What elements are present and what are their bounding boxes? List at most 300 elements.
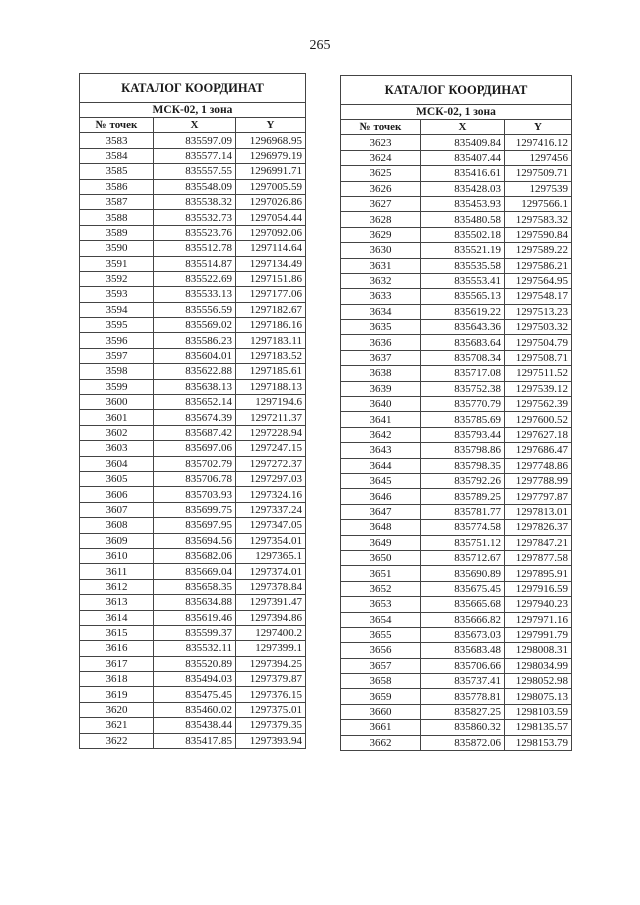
- cell-x: 835717.08: [421, 366, 505, 381]
- cell-x: 835480.58: [421, 212, 505, 227]
- cell-x: 835604.01: [154, 348, 236, 363]
- cell-y: 1297188.13: [236, 379, 306, 394]
- cell-x: 835770.79: [421, 397, 505, 412]
- cell-x: 835417.85: [154, 733, 236, 748]
- cell-x: 835827.25: [421, 704, 505, 719]
- cell-y: 1297504.79: [505, 335, 572, 350]
- cell-y: 1297092.06: [236, 225, 306, 240]
- cell-x: 835494.03: [154, 672, 236, 687]
- table-row: [80, 179, 306, 194]
- cell-y: 1297788.99: [505, 473, 572, 488]
- table-row: [80, 548, 306, 563]
- cell-x: 835708.34: [421, 350, 505, 365]
- cell-y: 1297589.22: [505, 243, 572, 258]
- page-number: 265: [309, 38, 331, 53]
- cell-y: 1298034.99: [505, 658, 572, 673]
- cell-y: 1297026.86: [236, 194, 306, 209]
- cell-y: 1297583.32: [505, 212, 572, 227]
- table-row: [341, 658, 572, 673]
- table-row: [80, 595, 306, 610]
- table-row: [341, 227, 572, 242]
- cell-point-number: 3583: [80, 133, 154, 148]
- cell-point-number: 3584: [80, 148, 154, 163]
- table-row: [80, 256, 306, 271]
- cell-y: 1296968.95: [236, 133, 306, 148]
- cell-point-number: 3642: [341, 427, 421, 442]
- table-row: [80, 441, 306, 456]
- table-row: [341, 366, 572, 381]
- table-row: [80, 456, 306, 471]
- cell-y: 1297376.15: [236, 687, 306, 702]
- cell-point-number: 3627: [341, 196, 421, 211]
- cell-point-number: 3615: [80, 625, 154, 640]
- cell-x: 835512.78: [154, 241, 236, 256]
- cell-point-number: 3593: [80, 287, 154, 302]
- cell-x: 835690.89: [421, 566, 505, 581]
- table-row: [80, 471, 306, 486]
- coordinate-system-zone: МСК-02, 1 зона: [80, 103, 306, 118]
- cell-x: 835683.64: [421, 335, 505, 350]
- cell-x: 835453.93: [421, 196, 505, 211]
- cell-x: 835706.78: [154, 471, 236, 486]
- cell-point-number: 3601: [80, 410, 154, 425]
- cell-point-number: 3614: [80, 610, 154, 625]
- coordinate-system-zone: МСК-02, 1 зона: [341, 105, 572, 120]
- cell-point-number: 3599: [80, 379, 154, 394]
- column-header-y: Y: [236, 118, 306, 133]
- cell-x: 835798.35: [421, 458, 505, 473]
- cell-x: 835521.19: [421, 243, 505, 258]
- cell-point-number: 3607: [80, 502, 154, 517]
- cell-point-number: 3618: [80, 672, 154, 687]
- cell-point-number: 3649: [341, 535, 421, 550]
- cell-point-number: 3631: [341, 258, 421, 273]
- cell-point-number: 3645: [341, 473, 421, 488]
- table-row: [341, 427, 572, 442]
- cell-x: 835793.44: [421, 427, 505, 442]
- cell-y: 1297748.86: [505, 458, 572, 473]
- cell-y: 1297183.11: [236, 333, 306, 348]
- cell-y: 1297247.15: [236, 441, 306, 456]
- table-row: [80, 579, 306, 594]
- cell-point-number: 3628: [341, 212, 421, 227]
- cell-x: 835520.89: [154, 656, 236, 671]
- cell-y: 1297211.37: [236, 410, 306, 425]
- cell-point-number: 3606: [80, 487, 154, 502]
- cell-x: 835514.87: [154, 256, 236, 271]
- table-row: [341, 273, 572, 288]
- table-row: [341, 212, 572, 227]
- cell-y: 1297503.32: [505, 320, 572, 335]
- cell-y: 1297337.24: [236, 502, 306, 517]
- column-header-point-number: № точек: [80, 118, 154, 133]
- table-row: [80, 425, 306, 440]
- table-row: [80, 225, 306, 240]
- table-row: [341, 674, 572, 689]
- cell-y: 1297374.01: [236, 564, 306, 579]
- cell-point-number: 3610: [80, 548, 154, 563]
- table-row: [80, 287, 306, 302]
- cell-y: 1297940.23: [505, 597, 572, 612]
- cell-x: 835475.45: [154, 687, 236, 702]
- cell-point-number: 3616: [80, 641, 154, 656]
- table-row: [341, 720, 572, 735]
- coordinate-catalog-left: [79, 73, 306, 749]
- table-row: [80, 348, 306, 363]
- table-row: [80, 395, 306, 410]
- table-row: [341, 304, 572, 319]
- table-row: [341, 550, 572, 565]
- cell-y: 1297297.03: [236, 471, 306, 486]
- cell-point-number: 3587: [80, 194, 154, 209]
- cell-y: 1297586.21: [505, 258, 572, 273]
- cell-x: 835658.35: [154, 579, 236, 594]
- cell-point-number: 3641: [341, 412, 421, 427]
- cell-x: 835751.12: [421, 535, 505, 550]
- cell-x: 835643.36: [421, 320, 505, 335]
- cell-x: 835548.09: [154, 179, 236, 194]
- cell-x: 835778.81: [421, 689, 505, 704]
- table-row: [341, 566, 572, 581]
- cell-y: 1297847.21: [505, 535, 572, 550]
- cell-y: 1297895.91: [505, 566, 572, 581]
- table-row: [80, 164, 306, 179]
- cell-y: 1297379.87: [236, 672, 306, 687]
- table-row: [341, 458, 572, 473]
- cell-point-number: 3591: [80, 256, 154, 271]
- cell-x: 835438.44: [154, 718, 236, 733]
- cell-point-number: 3613: [80, 595, 154, 610]
- cell-x: 835697.95: [154, 518, 236, 533]
- cell-y: 1297378.84: [236, 579, 306, 594]
- cell-x: 835774.58: [421, 520, 505, 535]
- cell-point-number: 3632: [341, 273, 421, 288]
- cell-y: 1297151.86: [236, 271, 306, 286]
- table-row: [341, 643, 572, 658]
- table-row: [341, 627, 572, 642]
- table-row: [341, 535, 572, 550]
- cell-y: 1297005.59: [236, 179, 306, 194]
- table-row: [80, 733, 306, 748]
- cell-point-number: 3609: [80, 533, 154, 548]
- cell-point-number: 3646: [341, 489, 421, 504]
- table-row: [341, 135, 572, 150]
- cell-y: 1297539.12: [505, 381, 572, 396]
- cell-x: 835502.18: [421, 227, 505, 242]
- cell-y: 1297391.47: [236, 595, 306, 610]
- cell-x: 835652.14: [154, 395, 236, 410]
- table-row: [80, 656, 306, 671]
- cell-point-number: 3630: [341, 243, 421, 258]
- cell-x: 835428.03: [421, 181, 505, 196]
- cell-point-number: 3639: [341, 381, 421, 396]
- cell-point-number: 3612: [80, 579, 154, 594]
- cell-point-number: 3647: [341, 504, 421, 519]
- cell-x: 835687.42: [154, 425, 236, 440]
- cell-x: 835597.09: [154, 133, 236, 148]
- table-row: [80, 194, 306, 209]
- cell-x: 835557.55: [154, 164, 236, 179]
- table-row: [341, 412, 572, 427]
- table-row: [341, 166, 572, 181]
- cell-y: 1296991.71: [236, 164, 306, 179]
- cell-point-number: 3586: [80, 179, 154, 194]
- cell-point-number: 3658: [341, 674, 421, 689]
- cell-point-number: 3651: [341, 566, 421, 581]
- cell-x: 835872.06: [421, 735, 505, 750]
- cell-point-number: 3598: [80, 364, 154, 379]
- cell-x: 835577.14: [154, 148, 236, 163]
- table-row: [80, 641, 306, 656]
- table-row: [80, 533, 306, 548]
- cell-x: 835666.82: [421, 612, 505, 627]
- table-row: [341, 504, 572, 519]
- cell-x: 835586.23: [154, 333, 236, 348]
- cell-point-number: 3623: [341, 135, 421, 150]
- cell-x: 835669.04: [154, 564, 236, 579]
- cell-x: 835565.13: [421, 289, 505, 304]
- cell-y: 1297600.52: [505, 412, 572, 427]
- table-row: [341, 581, 572, 596]
- cell-x: 835638.13: [154, 379, 236, 394]
- cell-y: 1297354.01: [236, 533, 306, 548]
- cell-y: 1297548.17: [505, 289, 572, 304]
- cell-y: 1297375.01: [236, 702, 306, 717]
- cell-point-number: 3588: [80, 210, 154, 225]
- cell-y: 1297324.16: [236, 487, 306, 502]
- cell-y: 1297539: [505, 181, 572, 196]
- cell-x: 835556.59: [154, 302, 236, 317]
- table-row: [341, 289, 572, 304]
- cell-y: 1297185.61: [236, 364, 306, 379]
- table-row: [80, 610, 306, 625]
- cell-point-number: 3657: [341, 658, 421, 673]
- cell-point-number: 3626: [341, 181, 421, 196]
- table-row: [80, 502, 306, 517]
- table-row: [341, 520, 572, 535]
- cell-point-number: 3600: [80, 395, 154, 410]
- catalog-title: КАТАЛОГ КООРДИНАТ: [80, 74, 306, 103]
- cell-y: 1298052.98: [505, 674, 572, 689]
- cell-point-number: 3603: [80, 441, 154, 456]
- cell-x: 835798.86: [421, 443, 505, 458]
- table-row: [341, 181, 572, 196]
- cell-y: 1297399.1: [236, 641, 306, 656]
- cell-x: 835619.46: [154, 610, 236, 625]
- cell-x: 835697.06: [154, 441, 236, 456]
- table-row: [80, 702, 306, 717]
- table-row: [341, 473, 572, 488]
- cell-point-number: 3621: [80, 718, 154, 733]
- cell-y: 1298135.57: [505, 720, 572, 735]
- table-row: [341, 612, 572, 627]
- table-row: [341, 335, 572, 350]
- cell-x: 835673.03: [421, 627, 505, 642]
- cell-point-number: 3654: [341, 612, 421, 627]
- cell-x: 835553.41: [421, 273, 505, 288]
- cell-x: 835781.77: [421, 504, 505, 519]
- cell-x: 835682.06: [154, 548, 236, 563]
- column-header-x: X: [421, 120, 505, 135]
- coordinate-catalog-right: [340, 75, 572, 751]
- table-row: [80, 625, 306, 640]
- cell-x: 835694.56: [154, 533, 236, 548]
- cell-y: 1298153.79: [505, 735, 572, 750]
- cell-y: 1298103.59: [505, 704, 572, 719]
- table-row: [80, 271, 306, 286]
- cell-y: 1297365.1: [236, 548, 306, 563]
- cell-y: 1297508.71: [505, 350, 572, 365]
- cell-x: 835522.69: [154, 271, 236, 286]
- cell-y: 1297393.94: [236, 733, 306, 748]
- table-row: [80, 718, 306, 733]
- cell-point-number: 3640: [341, 397, 421, 412]
- cell-x: 835699.75: [154, 502, 236, 517]
- cell-point-number: 3656: [341, 643, 421, 658]
- table-row: [341, 597, 572, 612]
- cell-x: 835538.32: [154, 194, 236, 209]
- cell-y: 1297394.25: [236, 656, 306, 671]
- cell-x: 835622.88: [154, 364, 236, 379]
- cell-point-number: 3638: [341, 366, 421, 381]
- cell-point-number: 3661: [341, 720, 421, 735]
- cell-point-number: 3660: [341, 704, 421, 719]
- cell-point-number: 3602: [80, 425, 154, 440]
- cell-y: 1298075.13: [505, 689, 572, 704]
- table-row: [341, 689, 572, 704]
- cell-point-number: 3597: [80, 348, 154, 363]
- table-row: [341, 397, 572, 412]
- cell-y: 1297877.58: [505, 550, 572, 565]
- table-row: [341, 350, 572, 365]
- cell-point-number: 3644: [341, 458, 421, 473]
- cell-y: 1297114.64: [236, 241, 306, 256]
- cell-x: 835792.26: [421, 473, 505, 488]
- cell-x: 835460.02: [154, 702, 236, 717]
- catalog-title: КАТАЛОГ КООРДИНАТ: [341, 76, 572, 105]
- cell-point-number: 3585: [80, 164, 154, 179]
- cell-point-number: 3648: [341, 520, 421, 535]
- cell-y: 1297971.16: [505, 612, 572, 627]
- cell-x: 835416.61: [421, 166, 505, 181]
- cell-point-number: 3604: [80, 456, 154, 471]
- cell-y: 1297509.71: [505, 166, 572, 181]
- cell-x: 835789.25: [421, 489, 505, 504]
- table-row: [80, 318, 306, 333]
- table-row: [80, 364, 306, 379]
- cell-y: 1297186.16: [236, 318, 306, 333]
- cell-x: 835737.41: [421, 674, 505, 689]
- table-row: [341, 258, 572, 273]
- cell-y: 1297054.44: [236, 210, 306, 225]
- table-row: [80, 518, 306, 533]
- cell-point-number: 3636: [341, 335, 421, 350]
- cell-point-number: 3611: [80, 564, 154, 579]
- cell-y: 1297813.01: [505, 504, 572, 519]
- cell-y: 1297590.84: [505, 227, 572, 242]
- cell-point-number: 3596: [80, 333, 154, 348]
- cell-x: 835533.13: [154, 287, 236, 302]
- cell-point-number: 3637: [341, 350, 421, 365]
- cell-point-number: 3635: [341, 320, 421, 335]
- table-row: [341, 196, 572, 211]
- cell-x: 835532.11: [154, 641, 236, 656]
- cell-point-number: 3592: [80, 271, 154, 286]
- cell-x: 835535.58: [421, 258, 505, 273]
- cell-y: 1297826.37: [505, 520, 572, 535]
- cell-x: 835634.88: [154, 595, 236, 610]
- cell-x: 835674.39: [154, 410, 236, 425]
- cell-point-number: 3653: [341, 597, 421, 612]
- cell-y: 1297183.52: [236, 348, 306, 363]
- cell-y: 1297513.23: [505, 304, 572, 319]
- cell-y: 1297797.87: [505, 489, 572, 504]
- table-row: [341, 150, 572, 165]
- table-row: [341, 381, 572, 396]
- cell-x: 835619.22: [421, 304, 505, 319]
- table-row: [341, 704, 572, 719]
- cell-y: 1297394.86: [236, 610, 306, 625]
- table-row: [80, 148, 306, 163]
- table-row: [80, 379, 306, 394]
- cell-x: 835703.93: [154, 487, 236, 502]
- cell-point-number: 3624: [341, 150, 421, 165]
- cell-x: 835683.48: [421, 643, 505, 658]
- cell-y: 1297228.94: [236, 425, 306, 440]
- cell-point-number: 3619: [80, 687, 154, 702]
- cell-y: 1297916.59: [505, 581, 572, 596]
- cell-y: 1298008.31: [505, 643, 572, 658]
- cell-y: 1297511.52: [505, 366, 572, 381]
- cell-x: 835706.66: [421, 658, 505, 673]
- cell-point-number: 3595: [80, 318, 154, 333]
- cell-x: 835409.84: [421, 135, 505, 150]
- cell-point-number: 3594: [80, 302, 154, 317]
- cell-y: 1297347.05: [236, 518, 306, 533]
- table-row: [341, 489, 572, 504]
- cell-x: 835702.79: [154, 456, 236, 471]
- table-row: [80, 410, 306, 425]
- cell-x: 835675.45: [421, 581, 505, 596]
- column-header-y: Y: [505, 120, 572, 135]
- table-row: [80, 302, 306, 317]
- cell-x: 835569.02: [154, 318, 236, 333]
- cell-point-number: 3659: [341, 689, 421, 704]
- cell-y: 1297400.2: [236, 625, 306, 640]
- cell-x: 835532.73: [154, 210, 236, 225]
- cell-y: 1297564.95: [505, 273, 572, 288]
- cell-y: 1297627.18: [505, 427, 572, 442]
- cell-y: 1297991.79: [505, 627, 572, 642]
- cell-point-number: 3662: [341, 735, 421, 750]
- cell-y: 1297562.39: [505, 397, 572, 412]
- cell-y: 1297456: [505, 150, 572, 165]
- cell-y: 1297194.6: [236, 395, 306, 410]
- cell-point-number: 3608: [80, 518, 154, 533]
- table-row: [80, 687, 306, 702]
- cell-point-number: 3617: [80, 656, 154, 671]
- cell-y: 1297566.1: [505, 196, 572, 211]
- table-row: [341, 443, 572, 458]
- table-row: [80, 564, 306, 579]
- cell-point-number: 3633: [341, 289, 421, 304]
- cell-x: 835712.67: [421, 550, 505, 565]
- column-header-point-number: № точек: [341, 120, 421, 135]
- cell-x: 835523.76: [154, 225, 236, 240]
- table-row: [341, 243, 572, 258]
- table-row: [341, 735, 572, 750]
- cell-y: 1297177.06: [236, 287, 306, 302]
